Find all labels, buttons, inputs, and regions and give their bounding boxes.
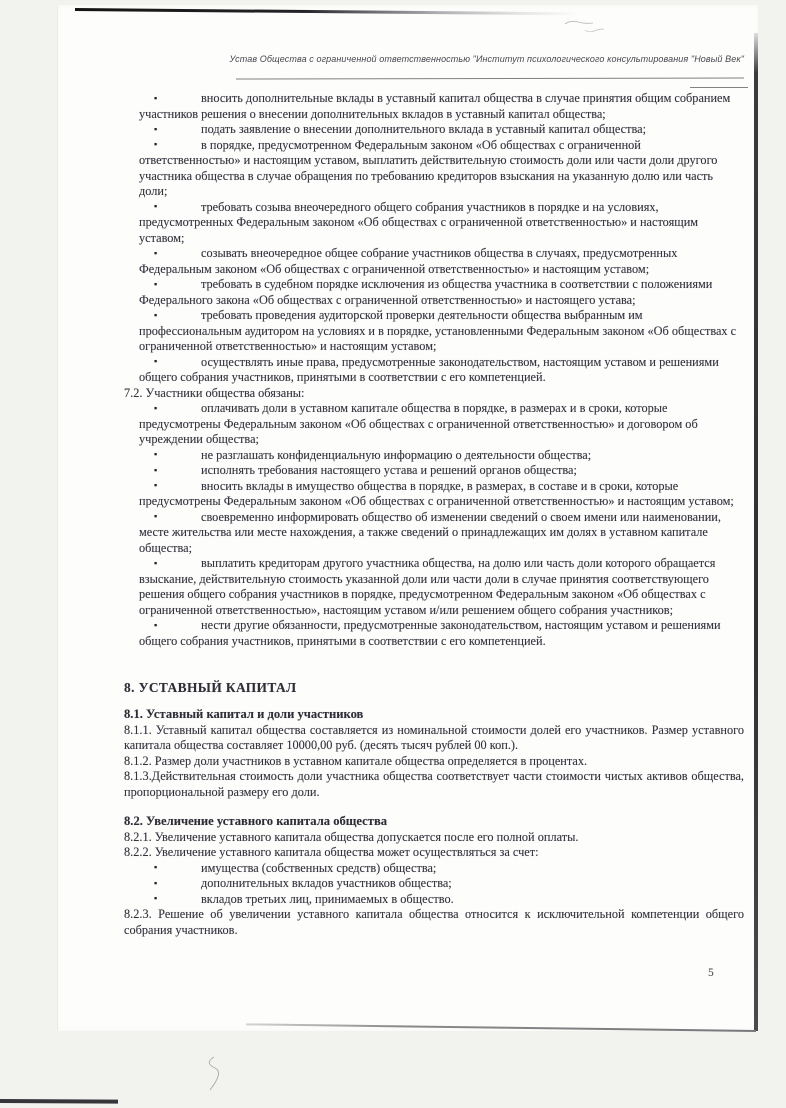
list-item-text: подать заявление о внесении дополнительного вклада в уставный капитал общества; xyxy=(201,122,646,136)
clause-8-1-3: 8.1.3.Действительная стоимость доли участника общества соответствует части стоимости чистых активов общества, пропорциональной размеру его доли. xyxy=(124,769,744,799)
document-body xyxy=(124,91,744,938)
bullet-icon: ▪ xyxy=(154,309,158,320)
bullet-icon: ▪ xyxy=(154,402,158,413)
list-item-text: вносить вклады в имущество общества в порядке, в размерах, в составе и в сроки, которые предусмотрены Федеральным законом «Об обществах с ограниченной ответственностью» и настоящим уставом; xyxy=(139,478,734,508)
list-item xyxy=(124,556,744,618)
rights-list xyxy=(124,91,744,386)
list-item-text: вносить дополнительные вклады в уставный капитал общества в случае принятия общим собранием участников решения о внесении дополнительных вкладов в уставный капитал общества; xyxy=(139,91,731,121)
bullet-icon: ▪ xyxy=(154,480,158,490)
list-item xyxy=(124,401,744,448)
bullet-icon: ▪ xyxy=(154,92,158,103)
list-item-text: имущества (собственных средств) общества; xyxy=(201,860,437,875)
list-item xyxy=(124,277,744,308)
list-item-text: своевременно информировать общество об изменении сведений о своем имени или наименовании, месте жительства или месте нахождения, а также сведений о принадлежащих им долях в уставном капитале общества; xyxy=(139,509,721,555)
bullet-icon: ▪ xyxy=(154,247,158,258)
list-item xyxy=(124,91,744,122)
list-item xyxy=(124,200,744,247)
short-rule-line xyxy=(690,87,748,88)
list-item-text: в порядке, предусмотренном Федеральным законом «Об обществах с ограниченной ответственностью» и настоящим уставом, выплатить действительную стоимость доли или части доли другого участника общества в случае обращения по требованию кредиторов взыскания на указанную долю или часть доли; xyxy=(139,137,718,198)
list-item-text: исполнять требования настоящего устава и решений органов общества; xyxy=(201,463,577,477)
page-bottom-edge-line xyxy=(246,1023,756,1031)
section-8-2-heading: 8.2. Увеличение уставного капитала общества xyxy=(124,814,388,828)
list-item xyxy=(124,246,744,277)
bullet-icon: ▪ xyxy=(154,449,158,459)
list-item xyxy=(124,355,744,386)
bullet-icon: ▪ xyxy=(154,464,158,475)
document-header xyxy=(124,54,744,64)
bullet-icon: ▪ xyxy=(154,511,158,521)
underlying-sheet-edge-line xyxy=(0,1099,118,1104)
clause-8-2-1: 8.2.1. Увеличение уставного капитала общества допускается после его полной оплаты. xyxy=(124,829,579,844)
header-divider-line xyxy=(236,77,744,79)
list-item-text: нести другие обязанности, предусмотренные законодательством, настоящим уставом и решениями общего собрания участников, принятыми в соответствии с его компетенцией. xyxy=(139,618,721,648)
list-item-text: требовать проведения аудиторской проверки деятельности общества выбранным им профессиональным аудитором на условиях и в порядке, установленными Федеральным законом «Об обществах с ограниченной ответственностью» и настоящим уставом; xyxy=(139,308,737,353)
list-item xyxy=(124,618,744,649)
document-page xyxy=(57,5,758,1031)
bullet-icon: ▪ xyxy=(154,278,158,289)
section-8-heading: 8. УСТАВНЫЙ КАПИТАЛ xyxy=(124,680,297,695)
bullet-icon: ▪ xyxy=(154,862,158,872)
bullet-icon: ▪ xyxy=(154,557,158,568)
list-item-text: не разглашать конфиденциальную информацию о деятельности общества; xyxy=(201,447,592,462)
list-item xyxy=(124,876,744,892)
list-item xyxy=(124,479,744,510)
pencil-mark-icon xyxy=(200,1054,222,1094)
list-item-text: осуществлять иные права, предусмотренные законодательством, настоящим уставом и решениями общего собрания участников, принятыми в соответствии с его компетенцией. xyxy=(139,354,719,384)
bullet-icon: ▪ xyxy=(154,139,158,149)
clause-8-1-2: 8.1.2. Размер доли участников в уставном капитале общества определяется в процентах. xyxy=(124,753,588,768)
page-number: 5 xyxy=(708,967,714,979)
list-item xyxy=(124,448,744,464)
bullet-icon: ▪ xyxy=(154,893,158,903)
list-item-text: требовать созыва внеочередного общего собрания участников в порядке и на условиях, предусмотренных Федеральным законом «Об обществах с ограниченной ответственностью» и настоящим уставом; xyxy=(139,199,699,245)
section-8-1-heading: 8.1. Уставный капитал и доли участников xyxy=(124,707,364,721)
page-right-edge-line xyxy=(754,33,758,1031)
clause-8-2-2: 8.2.2. Увеличение уставного капитала общества может осуществляться за счет: xyxy=(124,845,539,859)
duties-list xyxy=(124,401,744,649)
list-item xyxy=(124,138,744,200)
bullet-icon: ▪ xyxy=(154,356,158,366)
bullet-icon: ▪ xyxy=(154,123,158,134)
bullet-icon: ▪ xyxy=(154,619,158,630)
pencil-mark-icon xyxy=(563,17,615,37)
list-item xyxy=(124,122,744,138)
list-item xyxy=(124,308,744,355)
capital-increase-list xyxy=(124,861,744,908)
clause-8-1-1: 8.1.1. Уставный капитал общества составляется из номинальной стоимости долей его участников. Размер уставного капитала общества составляет 10000,00 руб. (десять тысяч рублей 00 коп.). xyxy=(124,722,744,752)
list-item-text: вкладов третьих лиц, принимаемых в общество. xyxy=(201,891,454,906)
list-item xyxy=(124,861,744,877)
header-title: Устав Общества с ограниченной ответственностью "Институт психологического консультирования "Новый Век" xyxy=(229,54,744,64)
list-item xyxy=(124,892,744,908)
list-item-text: созывать внеочередное общее собрание участников общества в случаях, предусмотренных Федеральным законом «Об обществах с ограниченной ответственностью» и настоящим уставом; xyxy=(139,246,678,276)
list-item xyxy=(124,463,744,479)
list-item xyxy=(124,510,744,557)
page-top-edge-line xyxy=(75,8,580,15)
bullet-icon: ▪ xyxy=(154,201,158,211)
list-item-text: выплатить кредиторам другого участника общества, на долю или часть доли которого обращается взыскание, действительную стоимость указанной доли или части доли в случае принятия соответствующего решения общего собрания участников в порядке, предусмотренном Федеральным законом «Об обществах с ограниченной ответственностью», настоящим уставом и/или решением общего собрания участников; xyxy=(139,556,716,617)
list-item-text: дополнительных вкладов участников общества; xyxy=(201,876,452,890)
list-item-text: требовать в судебном порядке исключения из общества участника в соответствии с положениями Федерального закона «Об обществах с ограниченной ответственностью» и настоящего устава; xyxy=(139,277,713,307)
clause-8-2-3: 8.2.3. Решение об увеличении уставного капитала общества относится к исключительной компетенции общего собрания участников. xyxy=(124,907,744,937)
bullet-icon: ▪ xyxy=(154,877,158,888)
clause-7-2: 7.2. Участники общества обязаны: xyxy=(124,385,305,400)
list-item-text: оплачивать доли в уставном капитале общества в порядке, в размерах и в сроки, которые предусмотрены Федеральным законом «Об обществах с ограниченной ответственностью» и договором об учреждении общества; xyxy=(139,401,698,446)
